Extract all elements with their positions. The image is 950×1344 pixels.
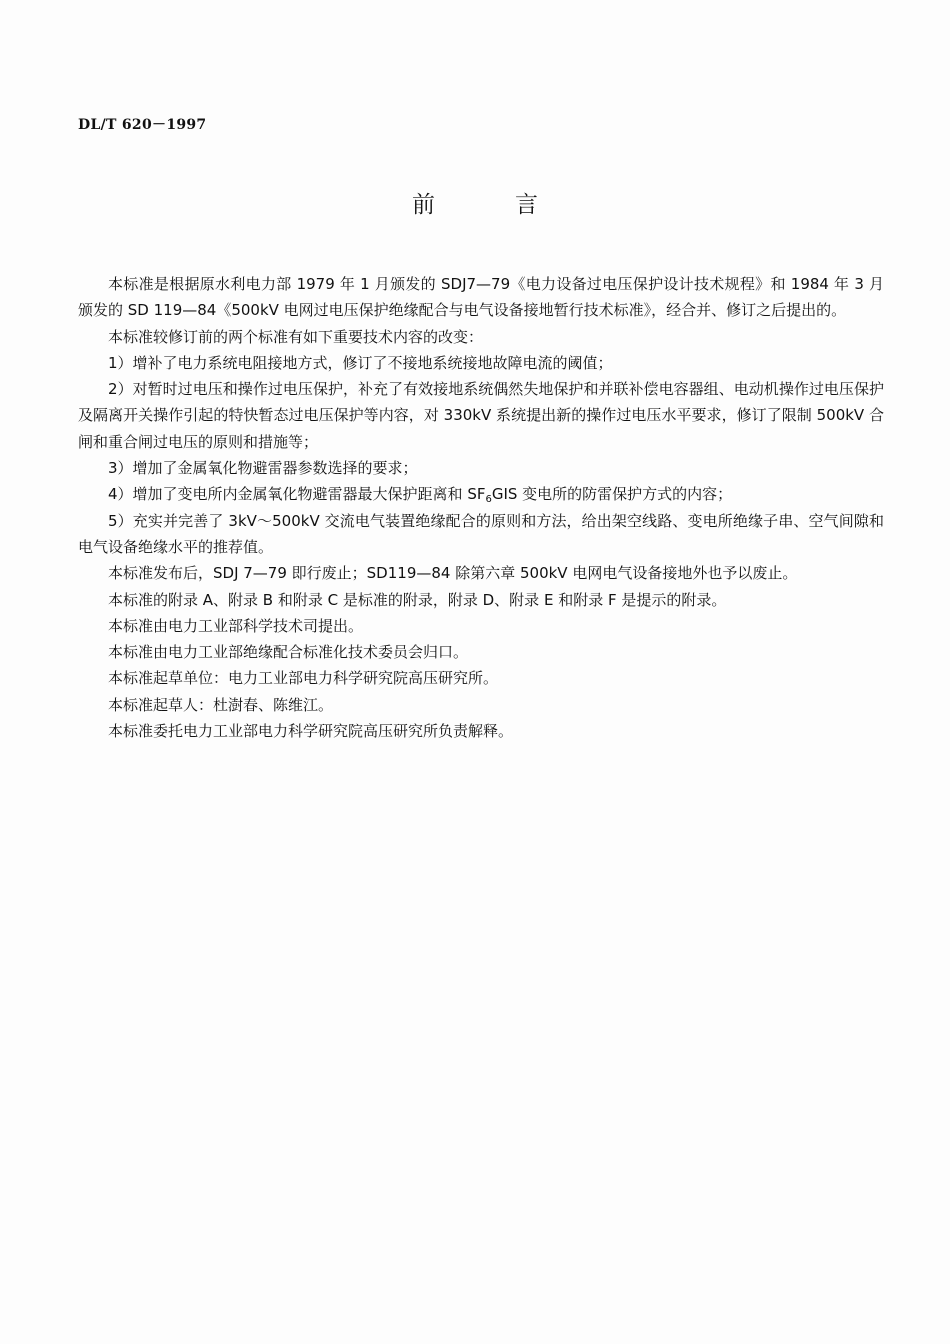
preface-body [78,271,884,744]
paragraph-interpretation: 本标准委托电力工业部电力科学研究院高压研究所负责解释。 [108,722,514,741]
list-item-3: 3）增加了金属氧化物避雷器参数选择的要求； [108,459,418,478]
standard-code: DL/T 620－1997 [78,117,207,133]
list-item-4 [78,481,884,507]
list-item-4-after: GIS 变电所的防雷保护方式的内容； [491,485,733,504]
list-item-5: 5）充实并完善了 3kV～500kV 交流电气装置绝缘配合的原则和方法，给出架空线路、变电所绝缘子串、空气间隙和电气设备绝缘水平的推荐值。 [78,511,884,556]
list-item-4-before: 4）增加了变电所内金属氧化物避雷器最大保护距离和 SF [108,485,486,504]
list-item-1: 1）增补了电力系统电阻接地方式，修订了不接地系统接地故障电流的阈值； [108,353,613,372]
paragraph-committee: 本标准由电力工业部绝缘配合标准化技术委员会归口。 [108,643,469,662]
list-item-2: 2）对暂时过电压和操作过电压保护，补充了有效接地系统偶然失地保护和并联补偿电容器组、电动机操作过电压保护及隔离开关操作引起的特快暂态过电压保护等内容，对 330kV 系统提出新的操作过电压水平要求，修订了限制 500kV 合闸和重合闸过电压的原则和措施等； [78,380,884,451]
paragraph-drafting-unit: 本标准起草单位：电力工业部电力科学研究院高压研究所。 [108,669,499,688]
paragraph-proposer: 本标准由电力工业部科学技术司提出。 [108,616,364,635]
page-title: 前言 [412,192,618,218]
paragraph-changes-intro: 本标准较修订前的两个标准有如下重要技术内容的改变： [108,327,484,346]
paragraph-origin: 本标准是根据原水利电力部 1979 年 1 月颁发的 SDJ7—79《电力设备过电压保护设计技术规程》和 1984 年 3 月颁发的 SD 119—84《500kV 电网过电压保护绝缘配合与电气设备接地暂行技术标准》，经合并、修订之后提出的。 [78,275,884,320]
paragraph-drafters: 本标准起草人：杜澍春、陈维江。 [108,695,334,714]
list-item-4-subscript: 6 [485,494,492,506]
paragraph-appendix: 本标准的附录 A、附录 B 和附录 C 是标准的附录，附录 D、附录 E 和附录 F 是提示的附录。 [108,590,727,609]
paragraph-abolish: 本标准发布后，SDJ 7—79 即行废止；SD119—84 除第六章 500kV 电网电气设备接地外也予以废止。 [108,564,798,583]
